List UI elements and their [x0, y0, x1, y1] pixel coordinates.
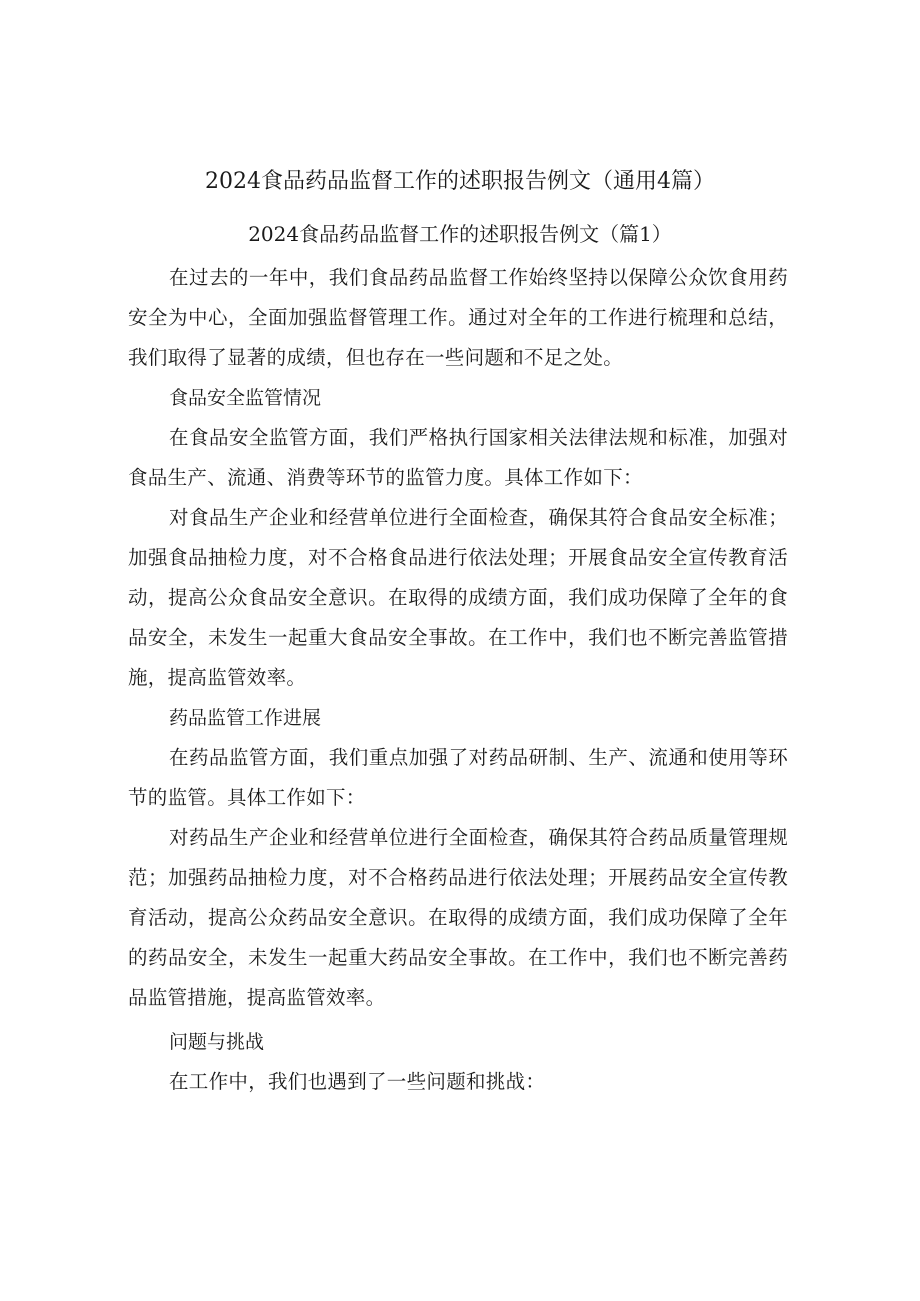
heading-problems-challenges: 问题与挑战 — [169, 1031, 265, 1053]
section-title: 2024食品药品监督工作的述职报告例文（篇1） — [248, 222, 672, 246]
heading-food-safety: 食品安全监管情况 — [169, 387, 322, 409]
paragraph-problems-intro: 在工作中，我们也遇到了一些问题和挑战： — [169, 1070, 546, 1093]
paragraph-food-safety-details: 对食品生产企业和经营单位进行全面检查，确保其符合食品安全标准；加强食品抽检力度，对不合格食品进行依法处理；开展食品安全宣传教育活动，提高公众食品安全意识。在取得的成绩方面，我们成功保障了全年的食品安全，未发生一起重大食品安全事故。在工作中，我们也不断完善监管措施，提高监管效率。 — [128, 506, 788, 689]
paragraph-drug-overview: 在药品监管方面，我们重点加强了对药品研制、生产、流通和使用等环节的监管。具体工作如下： — [128, 746, 788, 809]
document-body — [128, 258, 788, 1102]
document-title: 2024食品药品监督工作的述职报告例文（通用4篇） — [205, 169, 715, 194]
paragraph-drug-details: 对药品生产企业和经营单位进行全面检查，确保其符合药品质量管理规范；加强药品抽检力度，对不合格药品进行依法处理；开展药品安全宣传教育活动，提高公众药品安全意识。在取得的成绩方面，我们成功保障了全年的药品安全，未发生一起重大药品安全事故。在工作中，我们也不断完善药品监管措施，提高监管效率。 — [128, 826, 788, 1009]
heading-drug-supervision: 药品监管工作进展 — [169, 707, 322, 729]
paragraph-intro: 在过去的一年中，我们食品药品监督工作始终坚持以保障公众饮食用药安全为中心，全面加强监督管理工作。通过对全年的工作进行梳理和总结，我们取得了显著的成绩，但也存在一些问题和不足之处。 — [128, 266, 788, 369]
paragraph-food-safety-overview: 在食品安全监管方面，我们严格执行国家相关法律法规和标准，加强对食品生产、流通、消费等环节的监管力度。具体工作如下： — [128, 426, 788, 489]
